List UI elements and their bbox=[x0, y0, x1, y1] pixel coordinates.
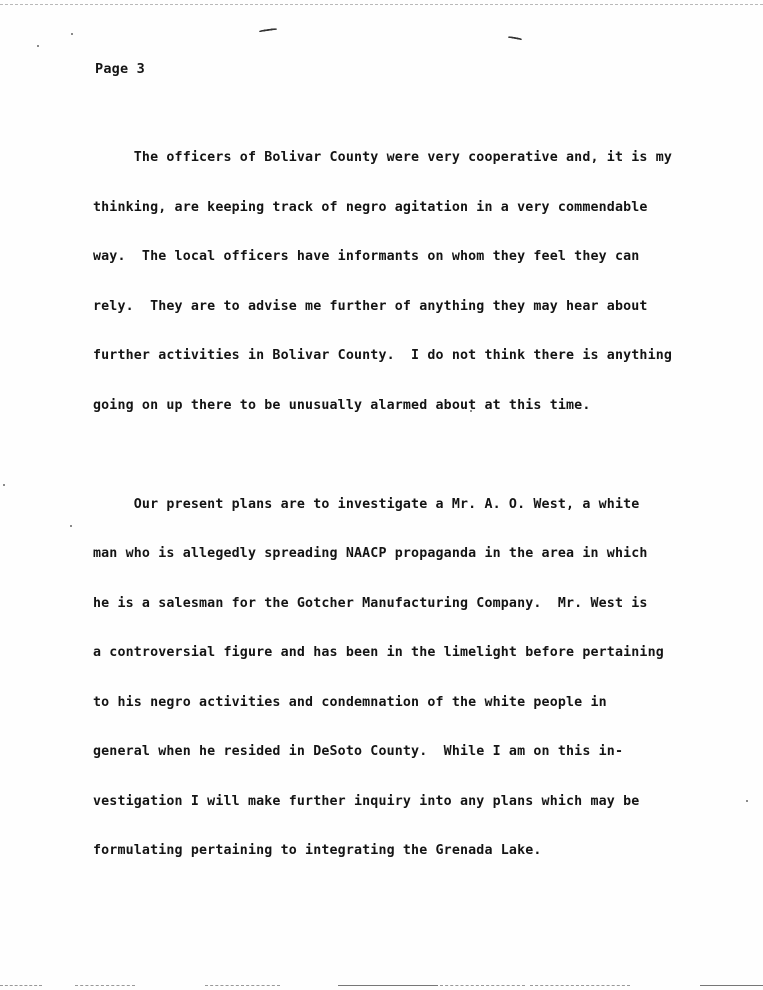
text-line: rely. They are to advise me further of anything they may hear about bbox=[93, 298, 648, 314]
text-line: man who is allegedly spreading NAACP propaganda in the area in which bbox=[93, 546, 648, 561]
scan-speck bbox=[70, 525, 72, 527]
paragraph bbox=[93, 117, 743, 447]
scan-speck bbox=[71, 33, 73, 35]
scan-mark bbox=[259, 28, 277, 32]
scan-mark bbox=[508, 36, 522, 40]
scan-edge-line bbox=[75, 985, 135, 986]
text-line: going on up there to be unusually alarmed about at this time. bbox=[93, 397, 591, 413]
text-line: to his negro activities and condemnation of the white people in bbox=[93, 694, 607, 710]
text-line: Our present plans are to investigate a Mr. A. O. West, a white bbox=[93, 496, 640, 512]
text-line: general when he resided in DeSoto County. While I am on this in- bbox=[93, 744, 624, 759]
text-line: formulating pertaining to integrating the Grenada Lake. bbox=[93, 843, 542, 858]
typed-body bbox=[93, 117, 743, 893]
scan-edge-line bbox=[205, 985, 280, 986]
text-line: The officers of Bolivar County were very cooperative and, it is my bbox=[93, 150, 673, 165]
text-line: he is a salesman for the Gotcher Manufacturing Company. Mr. West is bbox=[93, 595, 648, 611]
scan-edge-line bbox=[0, 985, 42, 986]
scan-edge-line bbox=[530, 985, 630, 986]
scan-speck bbox=[37, 45, 39, 47]
text-line: thinking, are keeping track of negro agitation in a very commendable bbox=[93, 199, 648, 215]
paragraph bbox=[93, 464, 743, 893]
page-number: Page 3 bbox=[95, 61, 145, 77]
scan-speck bbox=[3, 484, 5, 486]
scan-speck bbox=[746, 800, 748, 802]
scan-edge-line bbox=[700, 985, 763, 986]
scan-edge-line bbox=[338, 985, 438, 986]
text-line: a controversial figure and has been in the limelight before pertaining bbox=[93, 645, 664, 660]
scan-edge-line bbox=[440, 985, 525, 986]
text-line: vestigation I will make further inquiry into any plans which may be bbox=[93, 793, 640, 809]
text-line: further activities in Bolivar County. I do not think there is anything bbox=[93, 348, 673, 363]
text-line: way. The local officers have informants on whom they feel they can bbox=[93, 249, 640, 264]
perforation-edge bbox=[0, 4, 763, 5]
